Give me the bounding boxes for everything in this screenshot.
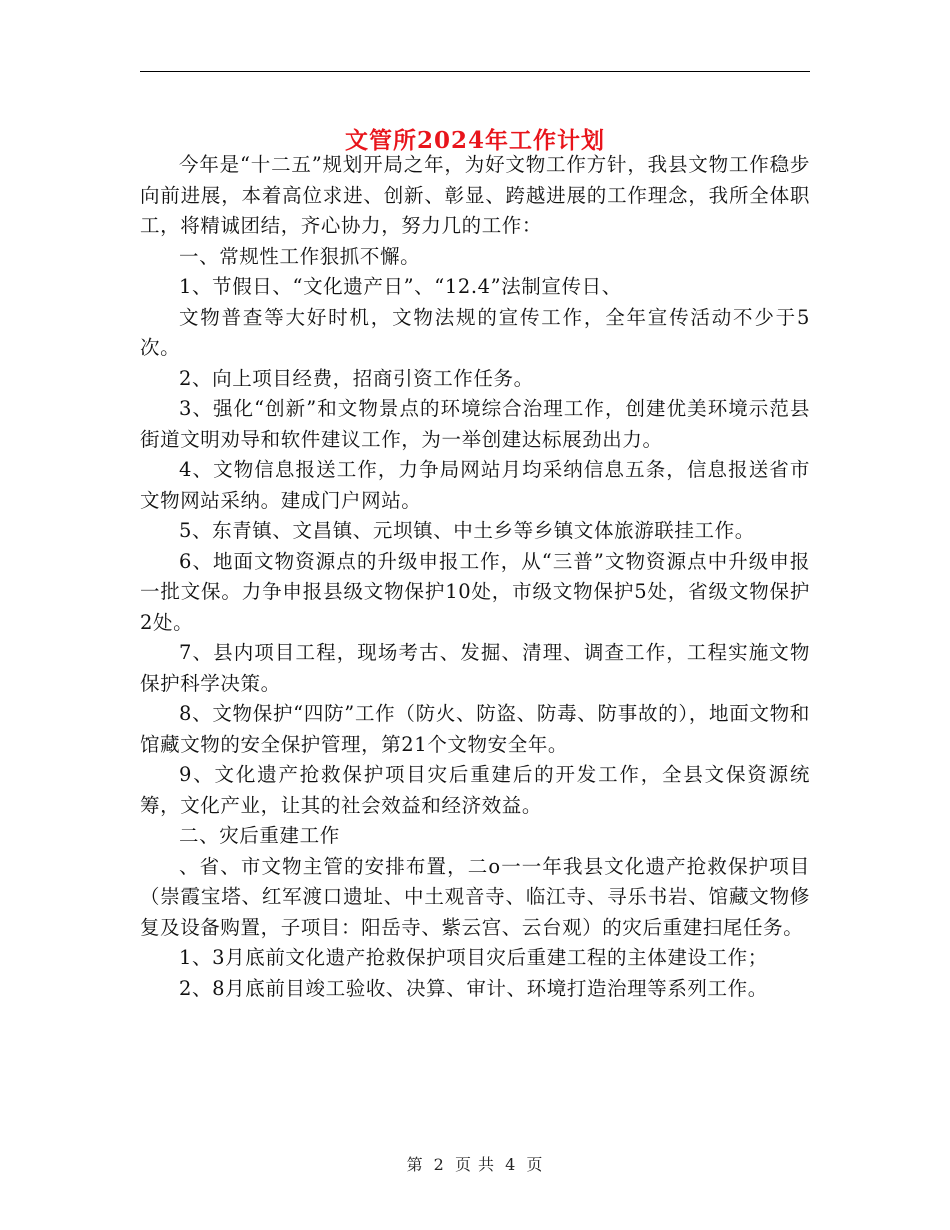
list-item: 4、文物信息报送工作，力争局网站月均采纳信息五条，信息报送省市文物网站采纳。建成门户网站。 xyxy=(140,458,810,512)
list-item: 2、8月底前目竣工验收、决算、审计、环境打造治理等系列工作。 xyxy=(179,976,768,1000)
page-mid: 页 共 xyxy=(454,1155,496,1174)
paragraph-reconstruction: 、省、市文物主管的安排布置，二o一一年我县文化遗产抢救保护项目（崇霞宝塔、红军渡口遗址、中土观音寺、临江寺、寻乐书岩、馆藏文物修复及设备购置，子项目：阳岳寺、紫云宫、云台观）的灾后重建扫尾任务。 xyxy=(140,854,810,939)
list-item: 3、强化“创新”和文物景点的环境综合治理工作，创建优美环境示范县街道文明劝导和软件建议工作，为一举创建达标展劲出力。 xyxy=(140,397,810,451)
list-item: 1、节假日、“文化遗产日”、“12.4”法制宣传日、 xyxy=(179,275,622,298)
page-total: 4 xyxy=(505,1155,517,1174)
page-suffix: 页 xyxy=(526,1155,544,1174)
paragraph-intro: 今年是“十二五”规划开局之年，为好文物工作方针，我县文物工作稳步向前进展，本着高位求进、创新、彰显、跨越进展的工作理念，我所全体职工，将精诚团结，齐心协力，努力几的工作： xyxy=(140,153,810,237)
list-item: 6、地面文物资源点的升级申报工作，从“三普”文物资源点中升级申报一批文保。力争申报县级文物保护10处，市级文物保护5处，省级文物保护2处。 xyxy=(140,549,810,634)
list-item: 8、文物保护“四防”工作（防火、防盗、防毒、防事故的），地面文物和馆藏文物的安全保护管理，第21个文物安全年。 xyxy=(140,702,810,756)
page-footer xyxy=(0,1152,950,1175)
list-item: 1、3月底前文化遗产抢救保护项目灾后重建工程的主体建设工作； xyxy=(179,946,768,969)
list-item: 文物普查等大好时机，文物法规的宣传工作，全年宣传活动不少于5次。 xyxy=(140,305,810,359)
list-item: 5、东青镇、文昌镇、元坝镇、中土乡等乡镇文体旅游联挂工作。 xyxy=(179,519,755,542)
list-item: 2、向上项目经费，招商引资工作任务。 xyxy=(179,366,534,390)
section-heading-1: 一、常规性工作狠抓不懈。 xyxy=(179,244,421,268)
page-prefix: 第 xyxy=(406,1155,424,1174)
header-rule xyxy=(140,71,810,72)
document-body xyxy=(140,150,810,1004)
list-item: 9、文化遗产抢救保护项目灾后重建后的开发工作，全县文保资源统筹，文化产业，让其的社会效益和经济效益。 xyxy=(140,763,810,817)
section-heading-2: 二、灾后重建工作 xyxy=(179,824,340,847)
page-number: 2 xyxy=(433,1155,445,1174)
list-item: 7、县内项目工程，现场考古、发掘、清理、调查工作，工程实施文物保护科学决策。 xyxy=(140,641,810,695)
document-title: 文管所2024年工作计划 xyxy=(344,127,605,155)
